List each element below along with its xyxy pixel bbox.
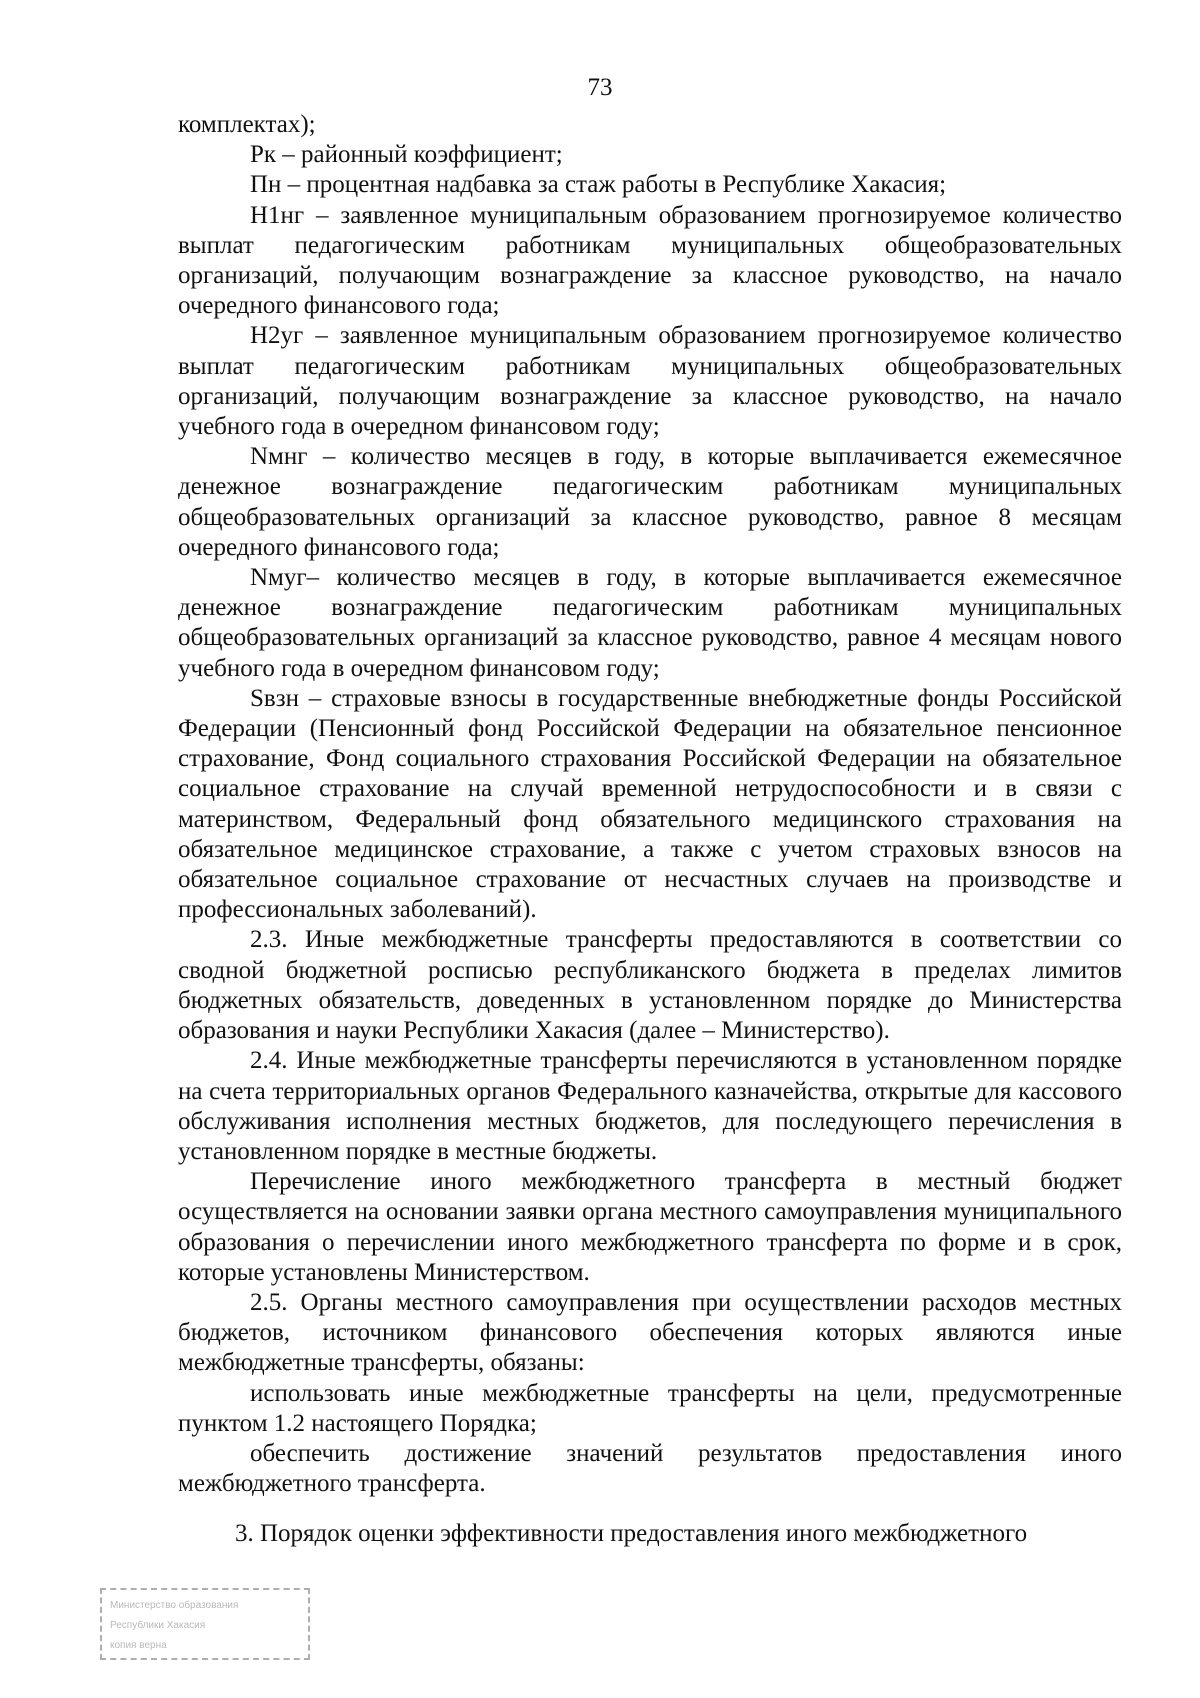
paragraph: Nмнг – количество месяцев в году, в которые выплачивается ежемесячное денежное вознаграждение педагогическим работникам муниципальных общеобразовательных организаций за классное руководство, равное 8 месяцам очередного финансового года; [178, 443, 1122, 561]
certification-stamp [100, 1588, 310, 1660]
stamp-line: копия верна [110, 1640, 167, 1651]
paragraph: Рк – районный коэффициент; [250, 141, 563, 169]
stamp-line: Министерство образования [110, 1600, 239, 1611]
paragraph: Н2уг – заявленное муниципальным образованием прогнозируемое количество выплат педагогическим работникам муниципальных общеобразовательных организаций, получающим вознаграждение за классное руководство, на начало учебного года в очередном финансовом году; [178, 322, 1122, 441]
paragraph: 2.5. Органы местного самоуправления при осуществлении расходов местных бюджетов, источником финансового обеспечения которых являются иные межбюджетные трансферты, обязаны: [178, 1288, 1122, 1377]
paragraph: 2.4. Иные межбюджетные трансферты перечисляются в установленном порядке на счета территориальных органов Федерального казначейства, открытые для кассового обслуживания исполнения местных бюджетов, для последующего перечисления в установленном порядке в местные бюджеты. [178, 1047, 1122, 1165]
document-body [178, 110, 1122, 1549]
paragraph: 2.3. Иные межбюджетные трансферты предоставляются в соответствии со сводной бюджетной росписью республиканского бюджета в пределах лимитов бюджетных обязательств, доведенных в установленном порядке до Министерства образования и науки Республики Хакасия (далее – Министерство). [178, 926, 1122, 1045]
paragraph: Nмуг– количество месяцев в году, в которые выплачивается ежемесячное денежное вознаграждение педагогическим работникам муниципальных общеобразовательных организаций за классное руководство, равное 4 месяцам нового учебного года в очередном финансовом году; [178, 564, 1122, 682]
stamp-line: Республики Хакасия [110, 1620, 206, 1631]
paragraph: комплектах); [178, 111, 316, 138]
paragraph: использовать иные межбюджетные трансферты на цели, предусмотренные пунктом 1.2 настоящего Порядка; [178, 1379, 1122, 1437]
section-heading: 3. Порядок оценки эффективности предоставления иного межбюджетного [235, 1520, 1028, 1548]
paragraph: Sвзн – страховые взносы в государственные внебюджетные фонды Российской Федерации (Пенсионный фонд Российской Федерации на обязательное пенсионное страхование, Фонд социального страхования Российской Федерации на обязательное социальное страхование на случай временной нетрудоспособности и в связи с материнством, Федеральный фонд обязательного медицинского страхования на обязательное медицинское страхование, а также с учетом страховых взносов на обязательное социальное страхование от несчастных случаев на производстве и профессиональных заболеваний). [178, 684, 1122, 924]
paragraph: Пн – процентная надбавка за стаж работы в Республике Хакасия; [250, 171, 947, 199]
page-number: 73 [587, 74, 613, 101]
paragraph: Н1нг – заявленное муниципальным образованием прогнозируемое количество выплат педагогическим работникам муниципальных общеобразовательных организаций, получающим вознаграждение за классное руководство, на начало очередного финансового года; [178, 201, 1122, 320]
paragraph: Перечисление иного межбюджетного трансферта в местный бюджет осуществляется на основании заявки органа местного самоуправления муниципального образования о перечислении иного межбюджетного трансферта по форме и в срок, которые установлены Министерством. [178, 1168, 1122, 1286]
paragraph: обеспечить достижение значений результатов предоставления иного межбюджетного трансферта. [178, 1439, 1122, 1498]
